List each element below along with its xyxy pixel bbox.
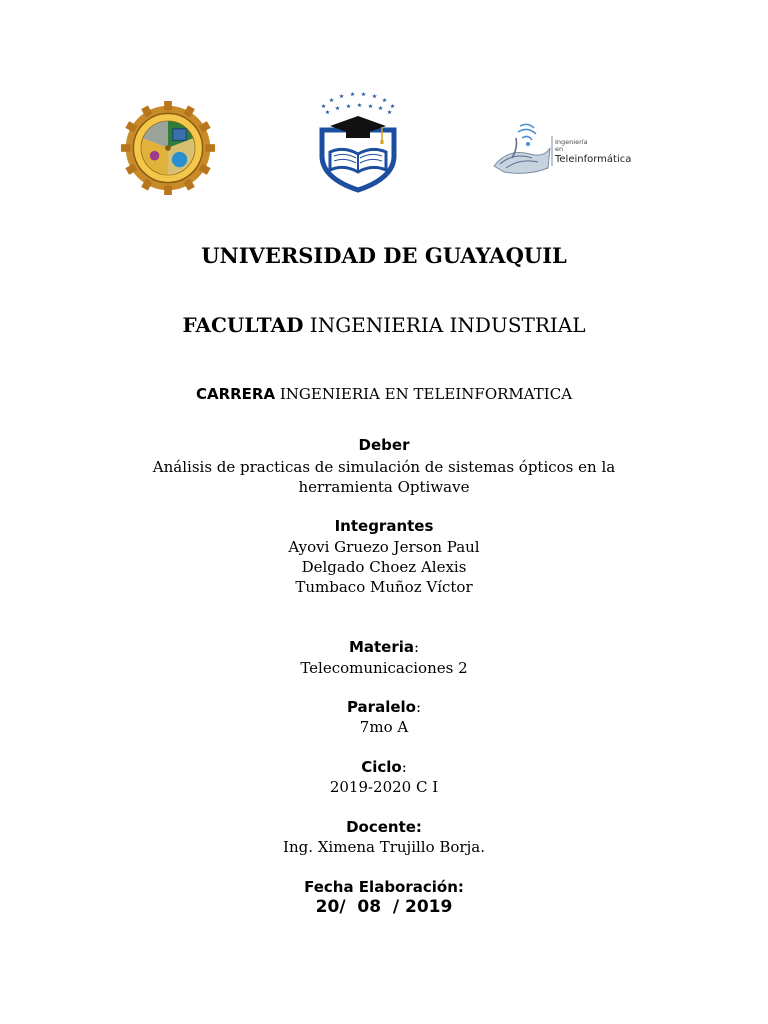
faculty-label: FACULTAD: [182, 313, 304, 337]
subject-value: Telecomunicaciones 2: [300, 659, 468, 677]
member-name: Tumbaco Muñoz Víctor: [295, 578, 473, 596]
assignment-title-line1: Análisis de practicas de simulación de sistemas ópticos en la: [152, 458, 616, 476]
section-heading: [0, 698, 768, 716]
cycle-value: 2019-2020 C I: [329, 778, 439, 796]
section-label: Paralelo: [346, 698, 416, 716]
assignment-label: Deber: [358, 436, 410, 454]
member-name: Ayovi Gruezo Jerson Paul: [288, 538, 480, 556]
date-value: 20/ 08 / 2019: [315, 897, 453, 917]
assignment-title-line2: herramienta Optiwave: [298, 478, 470, 496]
logo-text-line1: Ingeniería: [555, 138, 588, 146]
subject-colon: :: [414, 638, 420, 656]
teacher-value: Ing. Ximena Trujillo Borja.: [283, 838, 485, 856]
logo-text-line2: en: [555, 145, 564, 153]
teacher-label: Docente:: [346, 818, 422, 836]
faculty-value: INGENIERIA INDUSTRIAL: [309, 313, 586, 337]
subject-heading: [0, 638, 768, 656]
member-name: Delgado Choez Alexis: [301, 558, 467, 576]
faculty-seal-logo: [120, 100, 216, 196]
faculty-line: [0, 313, 768, 337]
university-crest-logo: [312, 86, 404, 194]
cycle-label: Ciclo: [361, 758, 402, 776]
career-label: CARRERA: [195, 385, 276, 403]
cycle-heading: [0, 758, 768, 776]
university-title: UNIVERSIDAD DE GUAYAQUIL: [201, 243, 567, 268]
date-label: Fecha Elaboración:: [304, 878, 464, 896]
logo-text-line3: Teleinformática: [555, 154, 632, 165]
section-colon: :: [415, 698, 422, 716]
career-line: [0, 385, 768, 403]
subject-label: Materia: [348, 638, 414, 656]
career-value: INGENIERIA EN TELEINFORMATICA: [279, 385, 573, 403]
members-label: Integrantes: [334, 517, 434, 535]
section-value: 7mo A: [359, 718, 409, 736]
cycle-colon: :: [401, 758, 407, 776]
